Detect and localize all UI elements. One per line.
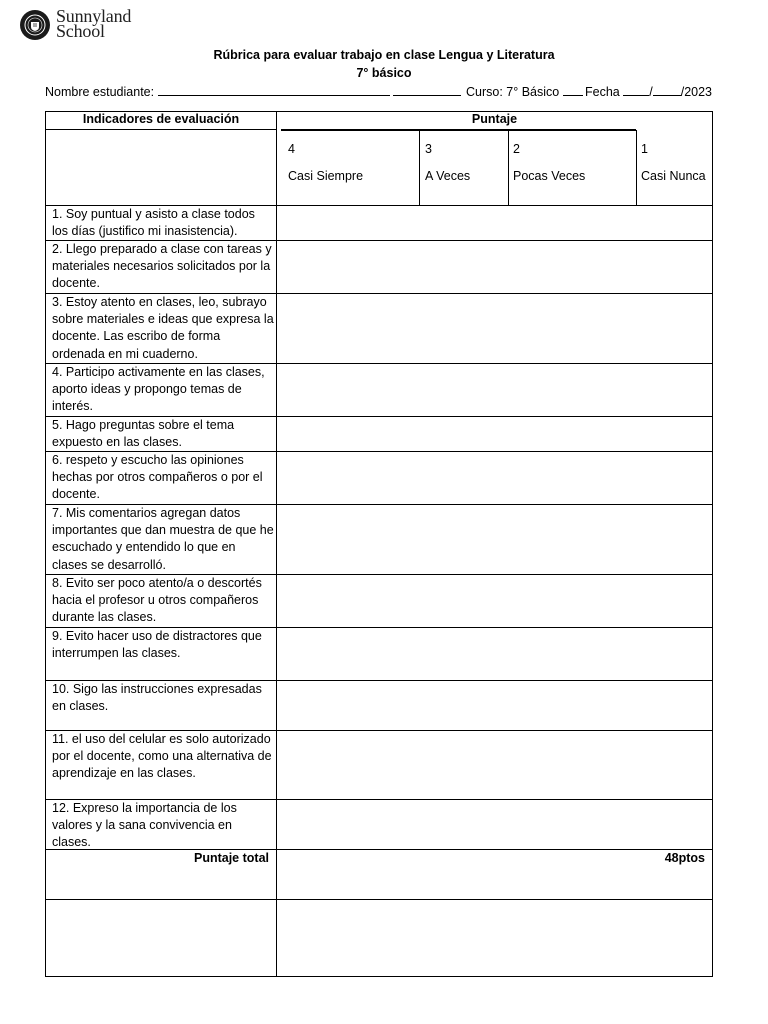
indicator-6: 6. respeto y escucho las opiniones hechas por otros compañeros o por el docente. bbox=[52, 453, 263, 502]
column-header-score: Puntaje bbox=[471, 112, 518, 126]
student-name-blank bbox=[158, 83, 390, 96]
table-line bbox=[508, 130, 509, 205]
indicator-8: 8. Evito ser poco atento/a o descortés hacia el profesor u otros compañeros durante las clases. bbox=[52, 576, 262, 625]
student-name-label: Nombre estudiante: bbox=[45, 85, 155, 99]
table-border-left bbox=[45, 111, 46, 977]
table-line bbox=[276, 111, 277, 977]
date-field bbox=[585, 83, 712, 99]
level-label-1: Casi Nunca bbox=[641, 169, 706, 183]
course-blank bbox=[563, 83, 583, 96]
level-score-2: 2 bbox=[513, 142, 520, 156]
table-line bbox=[281, 129, 636, 131]
level-score-3: 3 bbox=[425, 142, 432, 156]
table-line bbox=[419, 130, 420, 205]
level-score-4: 4 bbox=[288, 142, 295, 156]
student-name-field bbox=[45, 83, 461, 99]
indicator-10: 10. Sigo las instrucciones expresadas en clases. bbox=[52, 682, 262, 714]
indicator-9: 9. Evito hacer uso de distractores que interrumpen las clases. bbox=[52, 629, 262, 661]
course-field bbox=[466, 83, 583, 99]
indicator-12: 12. Expreso la importancia de los valores y la sana convivencia en clases. bbox=[52, 801, 237, 850]
table-line bbox=[45, 899, 713, 900]
indicator-4: 4. Participo activamente en las clases, aporto ideas y propongo temas de interés. bbox=[52, 365, 265, 414]
total-label: Puntaje total bbox=[193, 851, 269, 865]
indicator-11: 11. el uso del celular es solo autorizado por el docente, como una alternativa de aprendizaje en las clases. bbox=[52, 732, 272, 781]
date-separator: / bbox=[649, 85, 653, 99]
date-label: Fecha bbox=[585, 85, 620, 99]
table-border-bottom bbox=[45, 976, 713, 977]
date-day-blank bbox=[623, 83, 649, 96]
document-subtitle: 7° básico bbox=[356, 66, 412, 80]
indicator-5: 5. Hago preguntas sobre el tema expuesto en las clases. bbox=[52, 418, 235, 450]
school-name: Sunnyland School bbox=[56, 6, 132, 41]
student-name-blank-2 bbox=[393, 83, 461, 96]
level-score-1: 1 bbox=[641, 142, 648, 156]
document-title: Rúbrica para evaluar trabajo en clase Lengua y Literatura bbox=[213, 48, 555, 62]
date-year: /2023 bbox=[680, 85, 712, 99]
indicator-7: 7. Mis comentarios agregan datos importantes que dan muestra de que he escuchado y entendido lo que en clases se desarrolló. bbox=[52, 506, 274, 572]
level-label-4: Casi Siempre bbox=[288, 169, 364, 183]
table-border-right bbox=[712, 111, 713, 977]
table-line bbox=[45, 129, 276, 130]
level-label-3: A Veces bbox=[425, 169, 471, 183]
indicator-3: 3. Estoy atento en clases, leo, subrayo sobre materiales e ideas que expresa la docente. Las escribo de forma ordenada en mi cuaderno. bbox=[52, 295, 274, 361]
indicator-2: 2. Llego preparado a clase con tareas y materiales necesarios solicitados por la docente. bbox=[52, 242, 272, 291]
level-label-2: Pocas Veces bbox=[513, 169, 586, 183]
course-label: Curso: 7° Básico bbox=[466, 85, 560, 99]
school-crest-icon bbox=[20, 10, 50, 40]
total-value: 48ptos bbox=[664, 851, 705, 865]
school-logo bbox=[20, 6, 132, 41]
table-line bbox=[636, 130, 637, 205]
date-month-blank bbox=[653, 83, 681, 96]
column-header-indicators: Indicadores de evaluación bbox=[82, 112, 240, 126]
indicator-1: 1. Soy puntual y asisto a clase todos los días (justifico mi inasistencia). bbox=[52, 207, 255, 239]
